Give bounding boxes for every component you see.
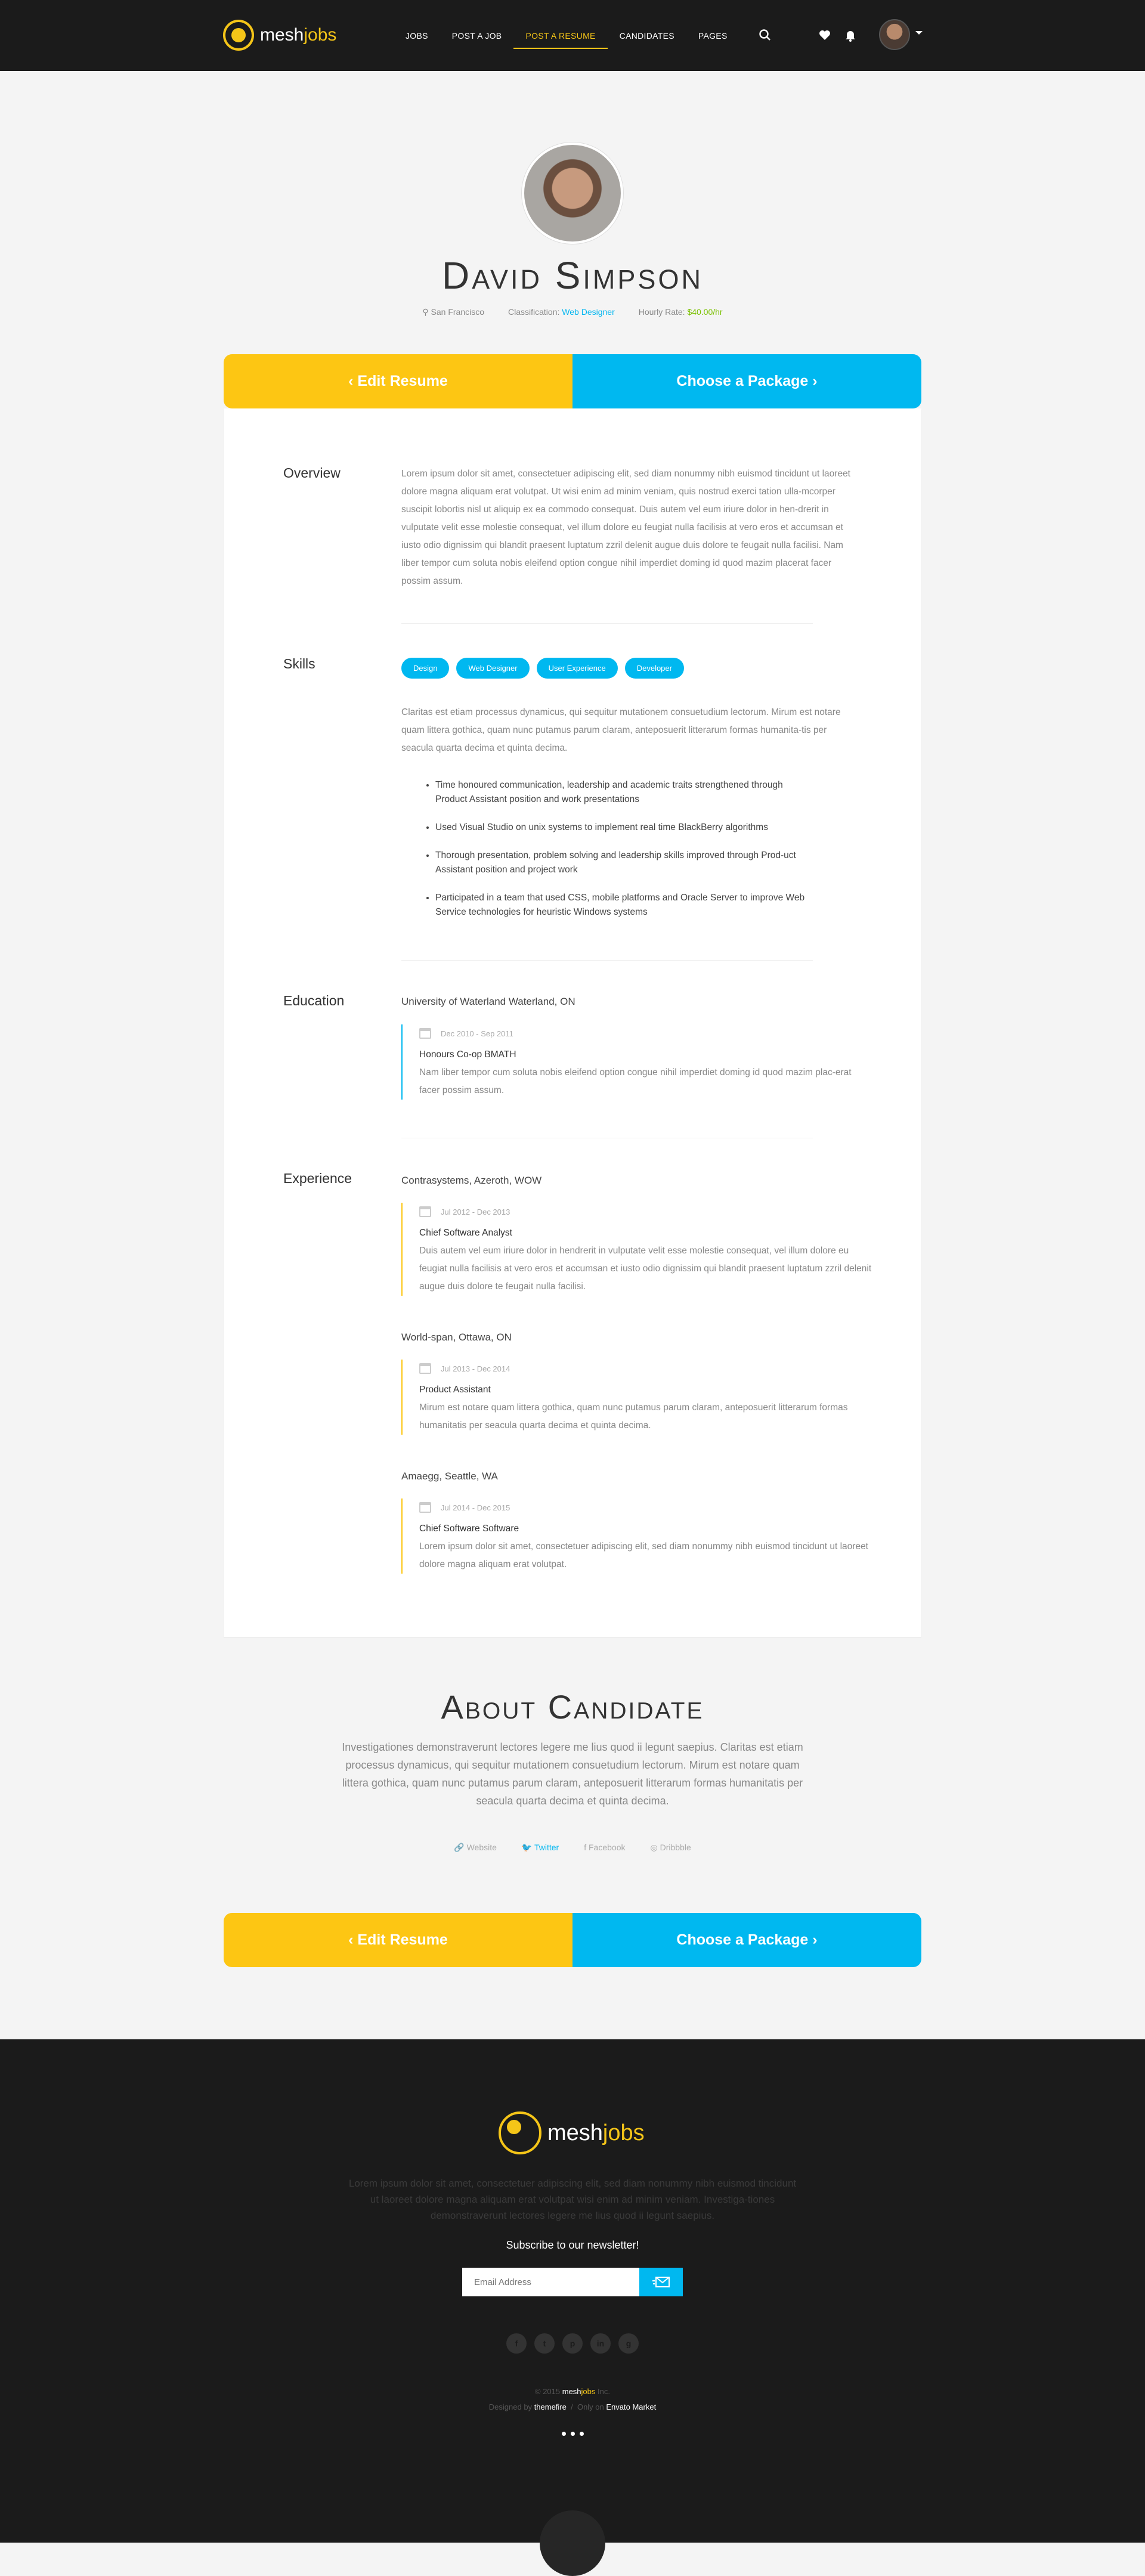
- overview-title: Overview: [283, 465, 341, 481]
- experience-timeline-item: [401, 1203, 872, 1296]
- list-item: • Participated in a team that used CSS, mobile platforms and Oracle Server to improve Web Service technologies for heuristic Windows systems: [435, 891, 817, 919]
- copyright: © 2015 meshjobs Inc. Designed by themefire / Only on Envato Market: [488, 2387, 657, 2411]
- resume-card: [224, 408, 921, 1637]
- dribbble-icon: ◎: [650, 1843, 660, 1852]
- job-desc: Mirum est notare quam littera gothica, quam nunc putamus parum claram, anteposuerit litterarum formas humanitatis per seacula quarta decima et quinta decima.: [419, 1402, 848, 1431]
- hourly-rate: $40.00/hr: [687, 307, 723, 317]
- education-desc: Nam liber tempor cum soluta nobis eleifend option congue nihil imperdiet doming id quod mazim plac-erat facer possim assum.: [419, 1067, 852, 1095]
- bell-icon[interactable]: [843, 27, 858, 43]
- education-timeline-item: [401, 1024, 872, 1100]
- skills-list: [435, 778, 817, 933]
- link-icon: 🔗: [454, 1843, 467, 1852]
- skill-tag[interactable]: Web Designer: [456, 658, 529, 679]
- logo-icon: [499, 2111, 541, 2154]
- overview-text: Lorem ipsum dolor sit amet, consectetuer adipiscing elit, sed diam nonummy nibh euismod tincidunt ut laoreet dolore magna aliquam erat volutpat. Ut wisi enim ad minim veniam, quis nostrud exerci tation ulla-mcorper suscipit lobortis nisl ut aliquip ex ea commodo consequat. Duis autem vel eum iriure dolor in hen-drerit in vulputate velit esse molestie consequat, vel illum dolore eu feugiat nulla facilisis at vero eros et accumsan et iusto odio dignissim qui blandit praesent luptatum zzril delenit augue duis dolore te feugait nulla facilisi. Nam liber tempor cum soluta nobis eleifend option congue nihil imperdiet doming id quod mazim placerat facer possim assum.: [401, 469, 850, 586]
- linkedin-icon[interactable]: in: [590, 2333, 611, 2354]
- experience-timeline-item: [401, 1360, 872, 1435]
- experience-timeline-item: [401, 1498, 872, 1574]
- skill-tag[interactable]: Design: [401, 658, 449, 679]
- about-text: Investigationes demonstraverunt lectores legere me lius quod ii legunt saepius. Claritas est etiam processus dynamicus, qui sequitur mutationem consuetudium lectorum. Mirum est notare quam littera gothica, quam nunc putamus parum claram, anteposuerit litterarum formas humanitatis per seacula quarta decima et quinta decima.: [342, 1741, 803, 1807]
- search-icon[interactable]: [757, 27, 773, 43]
- divider: [401, 960, 813, 961]
- action-buttons-top: [224, 354, 921, 408]
- date-range: Jul 2012 - Dec 2013: [441, 1207, 510, 1216]
- calendar-icon: [419, 1028, 431, 1039]
- skill-tag[interactable]: User Experience: [537, 658, 618, 679]
- action-buttons-bottom: [224, 1913, 921, 1967]
- company-name: World-span, Ottawa, ON: [401, 1332, 512, 1343]
- calendar-icon: [419, 1363, 431, 1374]
- calendar-icon: [419, 1502, 431, 1513]
- main-nav: [406, 0, 728, 71]
- nav-candidates[interactable]: CANDIDATES: [619, 30, 674, 41]
- list-item: • Time honoured communication, leadership and academic traits strengthened through Product Assistant position and work presentations: [435, 778, 817, 807]
- date-range: Jul 2013 - Dec 2014: [441, 1364, 510, 1373]
- map-pin-icon: ⚲: [422, 307, 431, 317]
- facebook-icon: f: [584, 1843, 589, 1852]
- calendar-icon: [419, 1206, 431, 1217]
- education-title: Education: [283, 993, 345, 1008]
- degree: Honours Co-op BMATH: [419, 1049, 516, 1060]
- skills-title: Skills: [283, 656, 315, 671]
- nav-post-a-resume[interactable]: POST A RESUME: [525, 23, 595, 49]
- job-role: Chief Software Software: [419, 1524, 519, 1534]
- list-item: • Thorough presentation, problem solving and leadership skills improved through Prod-uct Assistant position and project work: [435, 849, 817, 877]
- social-icons: [0, 2333, 1145, 2354]
- top-navbar: [0, 0, 1145, 71]
- classification-value[interactable]: Web Designer: [562, 307, 615, 317]
- brand-name-first: mesh: [260, 25, 304, 45]
- logo-icon: [223, 20, 254, 51]
- brand-logo[interactable]: [223, 20, 336, 51]
- education-school: University of Waterland Waterland, ON: [401, 996, 575, 1007]
- candidate-name: David Simpson: [442, 254, 703, 297]
- market-link[interactable]: Envato Market: [606, 2402, 657, 2411]
- email-field[interactable]: [462, 2268, 639, 2296]
- newsletter-label: Subscribe to our newsletter!: [506, 2239, 639, 2251]
- facebook-link[interactable]: f Facebook: [584, 1843, 626, 1852]
- more-dots-icon[interactable]: [0, 2432, 1145, 2436]
- nav-post-a-job[interactable]: POST A JOB: [451, 30, 502, 41]
- twitter-icon[interactable]: t: [534, 2333, 555, 2354]
- back-to-top-button[interactable]: [540, 2510, 605, 2576]
- twitter-icon: 🐦: [521, 1843, 534, 1852]
- twitter-link[interactable]: 🐦 Twitter: [521, 1843, 559, 1852]
- edit-resume-button[interactable]: ‹ Edit Resume: [224, 1913, 572, 1967]
- choose-package-button[interactable]: Choose a Package ›: [572, 354, 921, 408]
- list-item: • Used Visual Studio on unix systems to implement real time BlackBerry algorithms: [435, 821, 817, 835]
- job-role: Chief Software Analyst: [419, 1228, 512, 1238]
- profile-meta: ⚲ San Francisco Classification: Web Designer Hourly Rate: $40.00/hr: [422, 307, 723, 317]
- footer-text: Lorem ipsum dolor sit amet, consectetuer adipiscing elit, sed diam nonummy nibh euismod tincidunt ut laoreet dolore magna aliquam erat volutpat wisi enim ad minim veniam. Investiga-tiones demonstraverunt lectores legere me lius quod ii legunt saepius.: [348, 2178, 797, 2221]
- job-desc: Duis autem vel eum iriure dolor in hendrerit in vulputate velit esse molestie consequat, vel illum dolore eu feugiat nulla facilisis at vero eros et accumsan et iusto odio dignissim qui blandit praesent luptatum zzril delenit augue duis dolore te feugait nulla facilisi.: [419, 1246, 872, 1292]
- edit-resume-button[interactable]: ‹ Edit Resume: [224, 354, 572, 408]
- profile-photo: [522, 143, 623, 244]
- location: ⚲ San Francisco: [422, 307, 485, 317]
- pinterest-icon[interactable]: p: [562, 2333, 583, 2354]
- brand-name-second: jobs: [304, 25, 337, 45]
- skill-tags: [401, 658, 684, 679]
- footer-logo[interactable]: meshjobs: [499, 2111, 645, 2154]
- heart-icon[interactable]: [817, 27, 833, 43]
- chevron-down-icon[interactable]: [915, 31, 923, 35]
- subscribe-button[interactable]: [639, 2268, 683, 2296]
- nav-jobs[interactable]: JOBS: [406, 30, 428, 41]
- skills-text: Claritas est etiam processus dynamicus, qui sequitur mutationem consuetudium lectorum. Mirum est notare quam littera gothica, quam nunc putamus parum claram, anteposuerit litterarum formas humanita-tis per seacula quarta decima et quinta decima.: [401, 707, 841, 753]
- job-desc: Lorem ipsum dolor sit amet, consectetuer adipiscing elit, sed diam nonummy nibh euismod tincidunt ut laoreet dolore magna aliquam erat volutpat.: [419, 1541, 868, 1569]
- divider: [401, 623, 813, 624]
- website-link[interactable]: 🔗 Website: [454, 1843, 497, 1852]
- date-range: Jul 2014 - Dec 2015: [441, 1503, 510, 1512]
- job-role: Product Assistant: [419, 1385, 491, 1395]
- candidate-links: [0, 1843, 1145, 1853]
- google-plus-icon[interactable]: g: [618, 2333, 639, 2354]
- company-name: Contrasystems, Azeroth, WOW: [401, 1175, 542, 1186]
- company-name: Amaegg, Seattle, WA: [401, 1470, 498, 1482]
- choose-package-button[interactable]: Choose a Package ›: [572, 1913, 921, 1967]
- nav-pages[interactable]: PAGES: [698, 30, 728, 41]
- envelope-icon: [652, 2276, 670, 2288]
- experience-title: Experience: [283, 1171, 352, 1186]
- dribbble-link[interactable]: ◎ Dribbble: [650, 1843, 691, 1852]
- about-title: About Candidate: [441, 1688, 704, 1726]
- skill-tag[interactable]: Developer: [625, 658, 684, 679]
- date-range: Dec 2010 - Sep 2011: [441, 1029, 513, 1038]
- facebook-icon[interactable]: f: [506, 2333, 527, 2354]
- user-avatar[interactable]: [879, 19, 910, 50]
- designer-link[interactable]: themefire: [534, 2402, 567, 2411]
